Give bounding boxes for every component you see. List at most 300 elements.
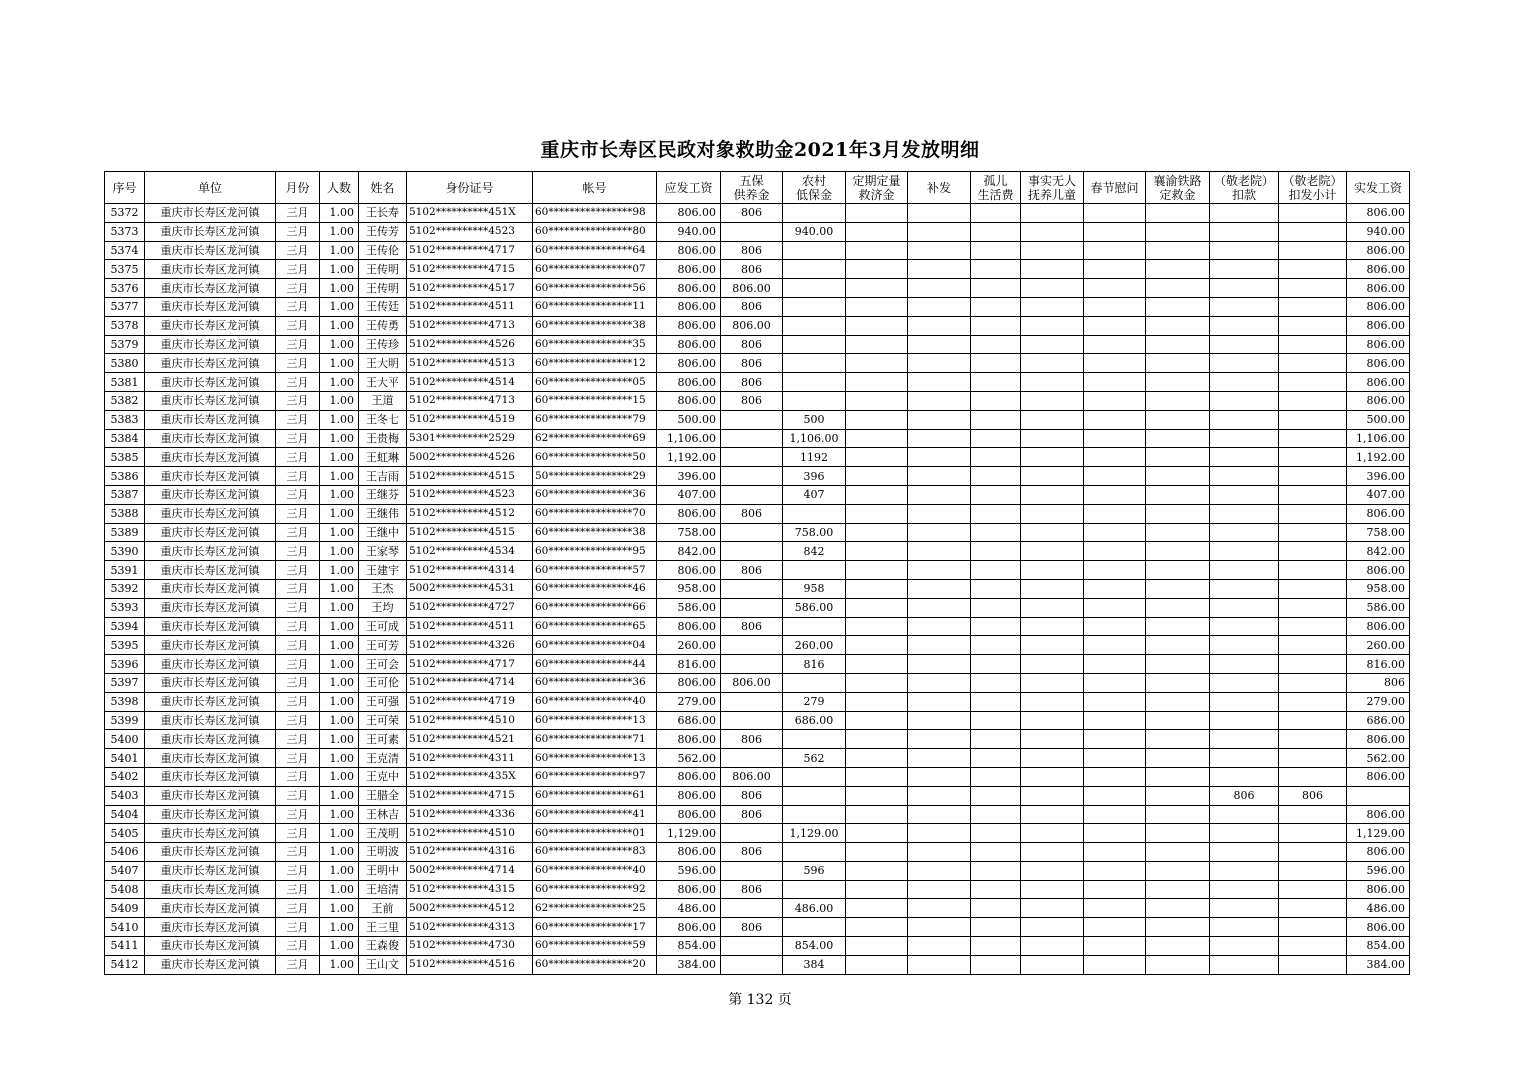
table-cell bbox=[846, 824, 908, 843]
table-cell: 806.00 bbox=[657, 880, 721, 899]
table-cell bbox=[783, 354, 846, 373]
table-cell bbox=[1279, 843, 1347, 862]
table-cell bbox=[1084, 636, 1146, 655]
table-cell bbox=[971, 579, 1021, 598]
table-cell bbox=[721, 824, 783, 843]
table-cell: 806 bbox=[721, 373, 783, 392]
table-cell bbox=[908, 485, 971, 504]
table-cell: 重庆市长寿区龙河镇 bbox=[145, 730, 276, 749]
header-row bbox=[105, 172, 1410, 204]
table-cell: 60****************79 bbox=[533, 410, 657, 429]
table-cell bbox=[846, 523, 908, 542]
table-cell bbox=[721, 410, 783, 429]
table-row bbox=[105, 767, 1410, 786]
table-cell bbox=[1279, 204, 1347, 223]
table-cell: 806.00 bbox=[657, 204, 721, 223]
table-cell bbox=[908, 410, 971, 429]
table-cell bbox=[846, 448, 908, 467]
table-cell bbox=[846, 373, 908, 392]
table-cell bbox=[846, 391, 908, 410]
table-cell bbox=[908, 937, 971, 956]
table-cell: 1.00 bbox=[320, 373, 359, 392]
table-cell: 重庆市长寿区龙河镇 bbox=[145, 523, 276, 542]
table-cell: 三月 bbox=[276, 373, 320, 392]
table-cell bbox=[1146, 918, 1210, 937]
table-cell: 816 bbox=[783, 655, 846, 674]
table-cell bbox=[1084, 429, 1146, 448]
table-cell bbox=[1084, 730, 1146, 749]
column-header: 序号 bbox=[105, 172, 145, 204]
table-cell: 5002**********4512 bbox=[407, 899, 533, 918]
table-cell bbox=[1084, 598, 1146, 617]
table-cell bbox=[971, 918, 1021, 937]
table-cell bbox=[971, 561, 1021, 580]
table-cell bbox=[1210, 767, 1279, 786]
table-cell: 806.00 bbox=[1347, 354, 1410, 373]
table-cell bbox=[1146, 749, 1210, 768]
table-cell bbox=[783, 617, 846, 636]
table-cell bbox=[846, 222, 908, 241]
table-cell bbox=[1279, 749, 1347, 768]
table-cell bbox=[783, 391, 846, 410]
table-cell bbox=[1084, 467, 1146, 486]
table-cell bbox=[1279, 354, 1347, 373]
table-row bbox=[105, 636, 1410, 655]
table-cell: 5102**********4719 bbox=[407, 692, 533, 711]
table-cell: 5405 bbox=[105, 824, 145, 843]
table-cell: 三月 bbox=[276, 711, 320, 730]
table-cell: 三月 bbox=[276, 880, 320, 899]
table-cell bbox=[908, 429, 971, 448]
table-cell: 806.00 bbox=[657, 373, 721, 392]
table-cell: 1.00 bbox=[320, 485, 359, 504]
table-cell: 1.00 bbox=[320, 279, 359, 298]
table-cell: 486.00 bbox=[1347, 899, 1410, 918]
table-cell bbox=[1021, 523, 1084, 542]
table-cell: 806.00 bbox=[657, 391, 721, 410]
table-cell: 5102**********4715 bbox=[407, 260, 533, 279]
table-cell: 806.00 bbox=[1347, 391, 1410, 410]
table-cell: 重庆市长寿区龙河镇 bbox=[145, 241, 276, 260]
table-cell bbox=[971, 448, 1021, 467]
table-cell bbox=[908, 448, 971, 467]
table-cell bbox=[908, 354, 971, 373]
table-cell bbox=[1021, 673, 1084, 692]
table-cell: 三月 bbox=[276, 861, 320, 880]
table-cell bbox=[1279, 260, 1347, 279]
table-cell bbox=[1084, 955, 1146, 974]
table-cell: 1,192.00 bbox=[1347, 448, 1410, 467]
table-cell bbox=[1146, 204, 1210, 223]
table-cell bbox=[721, 542, 783, 561]
table-cell bbox=[1210, 636, 1279, 655]
table-cell: 1.00 bbox=[320, 542, 359, 561]
table-cell bbox=[846, 579, 908, 598]
table-cell: 5378 bbox=[105, 316, 145, 335]
table-cell: 三月 bbox=[276, 260, 320, 279]
table-cell: 806.00 bbox=[1347, 279, 1410, 298]
table-cell bbox=[1021, 861, 1084, 880]
table-cell bbox=[1210, 749, 1279, 768]
table-cell: 806.00 bbox=[657, 504, 721, 523]
table-cell: 1.00 bbox=[320, 410, 359, 429]
table-cell: 5385 bbox=[105, 448, 145, 467]
table-cell bbox=[1146, 241, 1210, 260]
table-cell: 806.00 bbox=[1347, 260, 1410, 279]
table-cell bbox=[908, 955, 971, 974]
table-cell bbox=[1146, 880, 1210, 899]
table-cell: 三月 bbox=[276, 523, 320, 542]
table-cell: 806.00 bbox=[657, 918, 721, 937]
table-cell bbox=[1146, 711, 1210, 730]
table-row bbox=[105, 786, 1410, 805]
table-cell: 60****************41 bbox=[533, 805, 657, 824]
table-cell bbox=[1146, 617, 1210, 636]
table-cell bbox=[971, 655, 1021, 674]
table-cell: 60****************46 bbox=[533, 579, 657, 598]
table-cell bbox=[1084, 354, 1146, 373]
table-cell bbox=[1210, 523, 1279, 542]
table-cell bbox=[971, 504, 1021, 523]
table-cell bbox=[908, 824, 971, 843]
table-cell bbox=[908, 373, 971, 392]
table-cell bbox=[846, 805, 908, 824]
table-cell: 1.00 bbox=[320, 467, 359, 486]
table-cell: 王三里 bbox=[359, 918, 407, 937]
table-cell bbox=[1210, 730, 1279, 749]
table-cell bbox=[846, 598, 908, 617]
table-cell: 384.00 bbox=[1347, 955, 1410, 974]
table-row bbox=[105, 730, 1410, 749]
table-cell bbox=[1146, 467, 1210, 486]
table-cell: 260.00 bbox=[657, 636, 721, 655]
table-cell bbox=[783, 504, 846, 523]
table-cell: 三月 bbox=[276, 429, 320, 448]
table-cell bbox=[1084, 241, 1146, 260]
table-cell: 806.00 bbox=[1347, 805, 1410, 824]
table-cell bbox=[1210, 354, 1279, 373]
table-cell bbox=[1084, 204, 1146, 223]
table-cell bbox=[783, 316, 846, 335]
column-header: 实发工资 bbox=[1347, 172, 1410, 204]
table-cell: 60****************01 bbox=[533, 824, 657, 843]
table-cell: 5379 bbox=[105, 335, 145, 354]
table-cell: 60****************97 bbox=[533, 767, 657, 786]
table-cell: 1.00 bbox=[320, 354, 359, 373]
table-cell bbox=[846, 241, 908, 260]
table-cell bbox=[1210, 561, 1279, 580]
page-title: 重庆市长寿区民政对象救助金2021年3月发放明细 bbox=[540, 139, 980, 161]
table-cell: 500 bbox=[783, 410, 846, 429]
table-cell: 5102**********4326 bbox=[407, 636, 533, 655]
table-cell bbox=[1084, 805, 1146, 824]
table-cell: 806 bbox=[721, 786, 783, 805]
table-cell bbox=[908, 297, 971, 316]
table-cell: 5376 bbox=[105, 279, 145, 298]
table-cell bbox=[1021, 636, 1084, 655]
table-cell: 三月 bbox=[276, 617, 320, 636]
table-cell bbox=[1210, 598, 1279, 617]
table-cell bbox=[971, 824, 1021, 843]
table-row bbox=[105, 523, 1410, 542]
table-cell bbox=[908, 767, 971, 786]
table-cell: 1.00 bbox=[320, 805, 359, 824]
table-cell: 三月 bbox=[276, 749, 320, 768]
table-cell: 三月 bbox=[276, 485, 320, 504]
table-cell: 5102**********4521 bbox=[407, 730, 533, 749]
table-cell bbox=[908, 861, 971, 880]
table-cell: 806.00 bbox=[1347, 204, 1410, 223]
page-number: 第 132 页 bbox=[728, 992, 792, 1008]
table-cell: 三月 bbox=[276, 448, 320, 467]
table-cell: 1.00 bbox=[320, 899, 359, 918]
table-cell bbox=[1210, 692, 1279, 711]
table-cell: 5102**********4313 bbox=[407, 918, 533, 937]
table-cell: 5401 bbox=[105, 749, 145, 768]
table-cell bbox=[846, 279, 908, 298]
table-row bbox=[105, 673, 1410, 692]
table-cell bbox=[1084, 485, 1146, 504]
table-cell: 806 bbox=[721, 918, 783, 937]
table-cell bbox=[1279, 805, 1347, 824]
table-cell bbox=[908, 222, 971, 241]
table-cell: 806.00 bbox=[1347, 316, 1410, 335]
table-cell bbox=[1210, 373, 1279, 392]
table-cell bbox=[971, 204, 1021, 223]
table-cell bbox=[1021, 786, 1084, 805]
table-row bbox=[105, 467, 1410, 486]
table-cell: 806.00 bbox=[657, 786, 721, 805]
table-cell: 5002**********4531 bbox=[407, 579, 533, 598]
table-cell bbox=[908, 561, 971, 580]
table-cell: 5409 bbox=[105, 899, 145, 918]
table-cell: 重庆市长寿区龙河镇 bbox=[145, 937, 276, 956]
table-cell: 60****************04 bbox=[533, 636, 657, 655]
table-cell: 1.00 bbox=[320, 918, 359, 937]
table-cell: 806.00 bbox=[1347, 843, 1410, 862]
table-cell: 60****************50 bbox=[533, 448, 657, 467]
table-cell: 5374 bbox=[105, 241, 145, 260]
table-cell bbox=[1021, 316, 1084, 335]
table-cell: 重庆市长寿区龙河镇 bbox=[145, 824, 276, 843]
table-cell bbox=[971, 279, 1021, 298]
table-cell bbox=[1210, 579, 1279, 598]
table-cell: 62****************25 bbox=[533, 899, 657, 918]
table-cell: 396.00 bbox=[1347, 467, 1410, 486]
table-cell bbox=[1210, 241, 1279, 260]
table-row bbox=[105, 335, 1410, 354]
table-cell: 60****************70 bbox=[533, 504, 657, 523]
table-cell bbox=[1210, 673, 1279, 692]
table-cell bbox=[1279, 467, 1347, 486]
table-cell bbox=[1279, 561, 1347, 580]
table-cell: 5394 bbox=[105, 617, 145, 636]
table-cell bbox=[971, 297, 1021, 316]
table-cell: 5102**********4713 bbox=[407, 391, 533, 410]
table-cell bbox=[908, 204, 971, 223]
table-cell bbox=[783, 561, 846, 580]
table-cell: 806 bbox=[1279, 786, 1347, 805]
table-cell bbox=[1084, 880, 1146, 899]
table-row bbox=[105, 598, 1410, 617]
table-cell: 1.00 bbox=[320, 204, 359, 223]
table-cell: 60****************05 bbox=[533, 373, 657, 392]
table-cell: 60****************40 bbox=[533, 861, 657, 880]
table-cell bbox=[1021, 730, 1084, 749]
table-cell bbox=[1146, 579, 1210, 598]
table-cell: 5102**********4512 bbox=[407, 504, 533, 523]
table-row bbox=[105, 749, 1410, 768]
table-row bbox=[105, 429, 1410, 448]
table-cell: 三月 bbox=[276, 843, 320, 862]
table-cell bbox=[1279, 655, 1347, 674]
table-cell: 重庆市长寿区龙河镇 bbox=[145, 880, 276, 899]
table-cell: 1.00 bbox=[320, 824, 359, 843]
table-row bbox=[105, 655, 1410, 674]
table-cell bbox=[1279, 241, 1347, 260]
table-cell: 5102**********4534 bbox=[407, 542, 533, 561]
table-cell bbox=[1279, 222, 1347, 241]
table-cell bbox=[1279, 636, 1347, 655]
table-cell bbox=[1210, 335, 1279, 354]
table-cell bbox=[1021, 279, 1084, 298]
table-cell bbox=[783, 805, 846, 824]
table-cell: 1.00 bbox=[320, 843, 359, 862]
table-cell bbox=[1279, 542, 1347, 561]
table-cell bbox=[1146, 861, 1210, 880]
table-row bbox=[105, 260, 1410, 279]
table-cell: 重庆市长寿区龙河镇 bbox=[145, 391, 276, 410]
table-cell bbox=[1146, 410, 1210, 429]
table-cell: 5403 bbox=[105, 786, 145, 805]
table-cell: 三月 bbox=[276, 918, 320, 937]
table-cell: 王杰 bbox=[359, 579, 407, 598]
table-row bbox=[105, 354, 1410, 373]
table-cell: 5102**********4523 bbox=[407, 222, 533, 241]
table-cell: 500.00 bbox=[657, 410, 721, 429]
table-cell: 三月 bbox=[276, 504, 320, 523]
column-header: 定期定量 救济金 bbox=[846, 172, 908, 204]
table-cell: 三月 bbox=[276, 636, 320, 655]
table-cell bbox=[1021, 655, 1084, 674]
table-cell: 407 bbox=[783, 485, 846, 504]
table-cell: 王明中 bbox=[359, 861, 407, 880]
table-cell bbox=[971, 805, 1021, 824]
table-row bbox=[105, 843, 1410, 862]
table-row bbox=[105, 542, 1410, 561]
table-cell bbox=[1084, 655, 1146, 674]
table-cell bbox=[908, 279, 971, 298]
table-cell bbox=[1210, 617, 1279, 636]
table-cell: 384.00 bbox=[657, 955, 721, 974]
table-cell bbox=[1084, 617, 1146, 636]
table-cell: 854.00 bbox=[783, 937, 846, 956]
table-cell bbox=[1021, 598, 1084, 617]
table-cell bbox=[971, 955, 1021, 974]
table-cell: 806.00 bbox=[1347, 918, 1410, 937]
table-cell: 重庆市长寿区龙河镇 bbox=[145, 749, 276, 768]
table-cell bbox=[1146, 561, 1210, 580]
table-cell: 596.00 bbox=[1347, 861, 1410, 880]
table-cell: 三月 bbox=[276, 542, 320, 561]
table-cell bbox=[1210, 279, 1279, 298]
table-cell bbox=[971, 636, 1021, 655]
table-cell: 王山文 bbox=[359, 955, 407, 974]
table-cell: 1.00 bbox=[320, 222, 359, 241]
table-cell bbox=[1210, 805, 1279, 824]
table-cell bbox=[721, 955, 783, 974]
table-cell bbox=[1021, 617, 1084, 636]
table-cell bbox=[846, 937, 908, 956]
table-cell: 5373 bbox=[105, 222, 145, 241]
table-cell: 王可荣 bbox=[359, 711, 407, 730]
table-cell: 5102**********4519 bbox=[407, 410, 533, 429]
table-cell: 806.00 bbox=[657, 673, 721, 692]
table-cell bbox=[1084, 542, 1146, 561]
table-cell bbox=[1021, 880, 1084, 899]
table-cell: 5102**********4730 bbox=[407, 937, 533, 956]
table-cell: 842.00 bbox=[1347, 542, 1410, 561]
table-cell: 758.00 bbox=[783, 523, 846, 542]
table-cell bbox=[846, 542, 908, 561]
table-cell bbox=[1210, 861, 1279, 880]
table-cell bbox=[908, 241, 971, 260]
table-row bbox=[105, 711, 1410, 730]
table-cell bbox=[908, 880, 971, 899]
table-cell: 60****************11 bbox=[533, 297, 657, 316]
table-cell: 5387 bbox=[105, 485, 145, 504]
table-cell: 5393 bbox=[105, 598, 145, 617]
table-cell bbox=[908, 673, 971, 692]
table-cell bbox=[1021, 410, 1084, 429]
table-cell: 806.00 bbox=[1347, 504, 1410, 523]
table-cell bbox=[971, 899, 1021, 918]
table-cell: 重庆市长寿区龙河镇 bbox=[145, 617, 276, 636]
table-cell bbox=[971, 730, 1021, 749]
table-cell bbox=[1021, 448, 1084, 467]
table-cell bbox=[721, 749, 783, 768]
table-cell bbox=[1146, 279, 1210, 298]
table-cell bbox=[1021, 429, 1084, 448]
table-cell: 三月 bbox=[276, 391, 320, 410]
table-cell: 1.00 bbox=[320, 749, 359, 768]
table-cell bbox=[783, 297, 846, 316]
table-cell: 260.00 bbox=[783, 636, 846, 655]
table-cell: 王继伟 bbox=[359, 504, 407, 523]
table-row bbox=[105, 937, 1410, 956]
table-cell: 三月 bbox=[276, 279, 320, 298]
table-cell: 三月 bbox=[276, 561, 320, 580]
table-cell bbox=[1084, 937, 1146, 956]
table-cell: 1.00 bbox=[320, 767, 359, 786]
table-cell bbox=[908, 636, 971, 655]
table-cell: 三月 bbox=[276, 824, 320, 843]
table-cell bbox=[1021, 955, 1084, 974]
table-cell bbox=[721, 899, 783, 918]
table-cell: 重庆市长寿区龙河镇 bbox=[145, 955, 276, 974]
table-cell: 806.00 bbox=[657, 297, 721, 316]
table-cell: 1.00 bbox=[320, 316, 359, 335]
table-cell bbox=[846, 861, 908, 880]
table-cell: 5382 bbox=[105, 391, 145, 410]
table-cell bbox=[1279, 297, 1347, 316]
table-cell: 806 bbox=[721, 843, 783, 862]
table-cell bbox=[721, 579, 783, 598]
table-cell: 806 bbox=[721, 241, 783, 260]
table-cell: 806.00 bbox=[657, 767, 721, 786]
table-cell: 500.00 bbox=[1347, 410, 1410, 429]
table-cell: 三月 bbox=[276, 579, 320, 598]
